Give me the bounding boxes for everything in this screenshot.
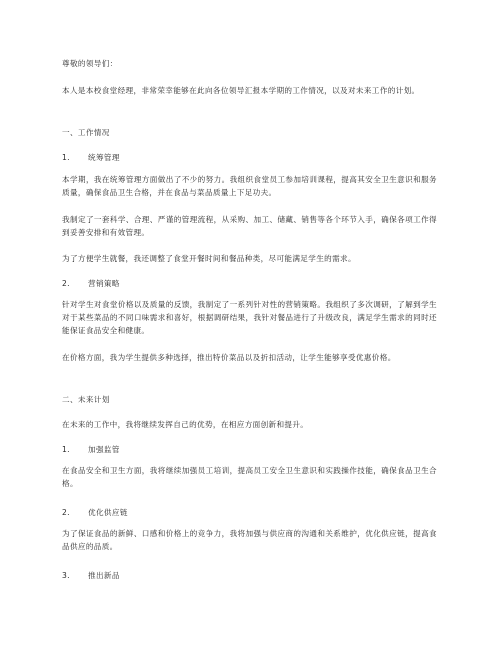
paragraph: 在食品安全和卫生方面，我将继续加强员工培训，提高员工安全卫生意识和实践操作技能，确保食品卫生合格。: [62, 466, 437, 489]
item-title: 推出新品: [88, 571, 120, 580]
paragraph: 针对学生对食堂价格以及质量的反馈，我制定了一系列针对性的营销策略。我组织了多次调研，了解到学生对于某些菜品的不同口味需求和喜好，根据调研结果，我针对餐品进行了升级改良，满足学生需求的同时还能保证食品安全和健康。: [62, 300, 437, 336]
paragraph: 我制定了一套科学、合理、严谨的管理流程，从采购、加工、储藏、销售等各个环节入手，确保各项工作得到妥善安排和有效管理。: [62, 215, 437, 238]
section2-heading: 二、未来计划: [62, 395, 110, 404]
greeting: 尊敬的领导们：: [62, 59, 118, 68]
section1-item2-heading: [62, 277, 120, 290]
item-title: 优化供应链: [88, 508, 128, 517]
item-title: 营销策略: [88, 279, 120, 288]
intro-paragraph: 本人是本校食堂经理，非常荣幸能够在此向各位领导汇报本学期的工作情况，以及对未来工作的计划。: [62, 86, 420, 95]
paragraph: 在价格方面，我为学生提供多种选择，推出特价菜品以及折扣活动，让学生能够享受优惠价格。: [62, 353, 396, 362]
section1-heading: 一、工作情况: [62, 128, 110, 137]
item-number: 2.: [62, 508, 70, 517]
item-number: 3.: [62, 571, 70, 580]
section2-item2-heading: [62, 506, 128, 519]
item-title: 加强监管: [88, 445, 120, 454]
item-title: 统筹管理: [88, 153, 120, 162]
paragraph: 为了方便学生就餐，我还调整了食堂开餐时间和餐品种类，尽可能满足学生的需求。: [62, 254, 356, 263]
item-number: 1.: [62, 153, 70, 162]
section2-intro: 在未来的工作中，我将继续发挥自己的优势，在相应方面创新和提升。: [62, 420, 309, 429]
item-number: 2.: [62, 279, 70, 288]
section2-item3-heading: [62, 569, 120, 582]
section1-item1-heading: [62, 151, 120, 164]
paragraph: 为了保证食品的新鲜、口感和价格上的竞争力，我将加强与供应商的沟通和关系维护，优化供应链，提高食品供应的品质。: [62, 529, 437, 552]
paragraph: 本学期，我在统筹管理方面做出了不少的努力。我组织食堂员工参加培训课程，提高其安全卫生意识和服务质量，确保食品卫生合格，并在食品与菜品质量上下足功夫。: [62, 175, 437, 198]
section2-item1-heading: [62, 443, 120, 456]
item-number: 1.: [62, 445, 70, 454]
